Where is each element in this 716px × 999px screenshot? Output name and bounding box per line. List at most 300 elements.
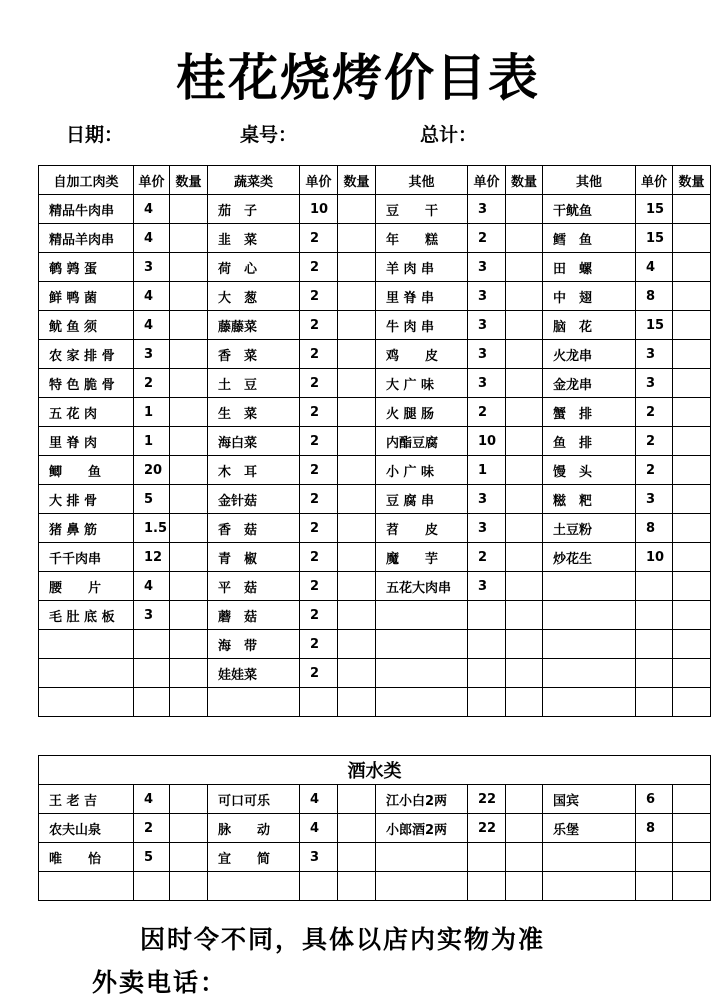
item-price: 3 [468, 514, 506, 543]
phone-label: 外卖电话： [92, 968, 228, 997]
item-price: 3 [468, 253, 506, 282]
item-name [376, 601, 468, 630]
item-name: 江小白2两 [376, 785, 468, 814]
item-price: 2 [468, 543, 506, 572]
item-name [39, 688, 134, 717]
date-label: 日期： [66, 124, 124, 146]
quantity-cell[interactable] [170, 843, 208, 872]
item-name: 宜 简 [208, 843, 300, 872]
quantity-cell[interactable] [338, 398, 376, 427]
item-price [300, 688, 338, 717]
quantity-cell[interactable] [338, 340, 376, 369]
item-price: 1 [468, 456, 506, 485]
quantity-cell[interactable] [506, 311, 543, 340]
quantity-cell[interactable] [338, 659, 376, 688]
quantity-cell[interactable] [506, 785, 543, 814]
column-header-category: 其他 [543, 166, 636, 195]
item-name: 千千肉串 [39, 543, 134, 572]
item-price: 3 [468, 340, 506, 369]
item-name [39, 659, 134, 688]
item-name [543, 601, 636, 630]
column-header-price: 单价 [300, 166, 338, 195]
quantity-cell[interactable] [673, 688, 711, 717]
item-name: 木 耳 [208, 456, 300, 485]
item-price [468, 688, 506, 717]
quantity-cell[interactable] [338, 630, 376, 659]
item-price: 8 [636, 514, 673, 543]
quantity-cell[interactable] [506, 659, 543, 688]
quantity-cell[interactable] [506, 456, 543, 485]
table-row [39, 456, 711, 485]
quantity-cell[interactable] [673, 282, 711, 311]
table-row [39, 340, 711, 369]
quantity-cell[interactable] [673, 340, 711, 369]
item-name: 豆 腐 串 [376, 485, 468, 514]
item-name: 猪 鼻 筋 [39, 514, 134, 543]
quantity-cell[interactable] [170, 253, 208, 282]
item-price [134, 630, 170, 659]
item-price: 20 [134, 456, 170, 485]
item-name: 娃娃菜 [208, 659, 300, 688]
quantity-cell[interactable] [338, 282, 376, 311]
quantity-cell[interactable] [170, 601, 208, 630]
item-price: 2 [300, 543, 338, 572]
table-row [39, 843, 711, 872]
quantity-cell[interactable] [170, 785, 208, 814]
item-price: 10 [468, 427, 506, 456]
quantity-cell[interactable] [673, 456, 711, 485]
quantity-cell[interactable] [338, 785, 376, 814]
quantity-cell[interactable] [170, 311, 208, 340]
quantity-cell[interactable] [170, 630, 208, 659]
table-row [39, 872, 711, 901]
quantity-cell[interactable] [506, 282, 543, 311]
column-header-price: 单价 [468, 166, 506, 195]
price-table [38, 165, 711, 717]
item-price: 3 [134, 601, 170, 630]
table-row [39, 785, 711, 814]
quantity-cell[interactable] [170, 688, 208, 717]
item-price: 3 [468, 572, 506, 601]
item-name: 干鱿鱼 [543, 195, 636, 224]
item-name: 苕 皮 [376, 514, 468, 543]
item-price: 2 [300, 601, 338, 630]
quantity-cell[interactable] [673, 572, 711, 601]
quantity-cell[interactable] [673, 872, 711, 901]
quantity-cell[interactable] [170, 456, 208, 485]
quantity-cell[interactable] [673, 785, 711, 814]
item-price: 4 [134, 282, 170, 311]
quantity-cell[interactable] [506, 872, 543, 901]
item-name: 糍 粑 [543, 485, 636, 514]
item-name: 火龙串 [543, 340, 636, 369]
quantity-cell[interactable] [673, 253, 711, 282]
drinks-table [38, 755, 711, 901]
quantity-cell[interactable] [506, 630, 543, 659]
quantity-cell[interactable] [338, 814, 376, 843]
quantity-cell[interactable] [338, 311, 376, 340]
item-price [636, 630, 673, 659]
item-name: 中 翅 [543, 282, 636, 311]
item-name: 土 豆 [208, 369, 300, 398]
item-price: 2 [468, 398, 506, 427]
item-price: 3 [636, 340, 673, 369]
table-number-label: 桌号： [240, 124, 298, 146]
table-row [39, 630, 711, 659]
column-header-category: 蔬菜类 [208, 166, 300, 195]
table-row [39, 688, 711, 717]
item-price: 2 [300, 630, 338, 659]
item-price [134, 872, 170, 901]
item-name: 金龙串 [543, 369, 636, 398]
quantity-cell[interactable] [170, 872, 208, 901]
quantity-cell[interactable] [338, 224, 376, 253]
item-price: 1.5 [134, 514, 170, 543]
item-name: 国宾 [543, 785, 636, 814]
item-name: 海 带 [208, 630, 300, 659]
item-name [376, 659, 468, 688]
quantity-cell[interactable] [170, 659, 208, 688]
page-title: 桂花烧烤价目表 [176, 49, 540, 107]
item-name: 鱿 鱼 须 [39, 311, 134, 340]
item-price: 2 [300, 456, 338, 485]
item-price: 3 [468, 311, 506, 340]
item-name [543, 688, 636, 717]
item-price: 2 [468, 224, 506, 253]
item-name: 脉 动 [208, 814, 300, 843]
item-name [208, 872, 300, 901]
column-header-price: 单价 [134, 166, 170, 195]
item-name: 炒花生 [543, 543, 636, 572]
item-name: 金针菇 [208, 485, 300, 514]
item-name: 青 椒 [208, 543, 300, 572]
item-name [543, 630, 636, 659]
item-price: 3 [468, 485, 506, 514]
quantity-cell[interactable] [506, 485, 543, 514]
item-name: 魔 芋 [376, 543, 468, 572]
item-price: 4 [134, 572, 170, 601]
item-name: 精品羊肉串 [39, 224, 134, 253]
quantity-cell[interactable] [170, 369, 208, 398]
item-name: 大 葱 [208, 282, 300, 311]
item-name: 鱼 排 [543, 427, 636, 456]
quantity-cell[interactable] [338, 688, 376, 717]
item-name: 香 菜 [208, 340, 300, 369]
item-name: 内酯豆腐 [376, 427, 468, 456]
item-name: 五花大肉串 [376, 572, 468, 601]
quantity-cell[interactable] [506, 814, 543, 843]
quantity-cell[interactable] [170, 282, 208, 311]
quantity-cell[interactable] [506, 340, 543, 369]
item-name: 五 花 肉 [39, 398, 134, 427]
item-price [636, 688, 673, 717]
column-header-category: 自加工肉类 [39, 166, 134, 195]
quantity-cell[interactable] [673, 814, 711, 843]
table-row [39, 398, 711, 427]
item-price: 5 [134, 843, 170, 872]
quantity-cell[interactable] [506, 843, 543, 872]
quantity-cell[interactable] [673, 311, 711, 340]
item-name: 里 脊 肉 [39, 427, 134, 456]
item-price: 3 [468, 369, 506, 398]
item-price: 10 [300, 195, 338, 224]
item-name [543, 843, 636, 872]
item-price [636, 659, 673, 688]
quantity-cell[interactable] [673, 398, 711, 427]
item-price: 2 [300, 282, 338, 311]
table-row [39, 311, 711, 340]
quantity-cell[interactable] [170, 485, 208, 514]
quantity-cell[interactable] [338, 543, 376, 572]
item-price: 3 [636, 369, 673, 398]
item-price: 3 [636, 485, 673, 514]
quantity-cell[interactable] [338, 253, 376, 282]
item-name: 土豆粉 [543, 514, 636, 543]
quantity-cell[interactable] [338, 514, 376, 543]
quantity-cell[interactable] [170, 543, 208, 572]
table-row [39, 224, 711, 253]
item-price [134, 688, 170, 717]
item-price: 3 [468, 282, 506, 311]
item-price: 2 [300, 369, 338, 398]
item-name: 海白菜 [208, 427, 300, 456]
quantity-cell[interactable] [506, 514, 543, 543]
table-row [39, 543, 711, 572]
quantity-cell[interactable] [170, 398, 208, 427]
notice-text: 因时令不同，具体以店内实物为准 [140, 925, 546, 954]
column-header-qty: 数量 [506, 166, 543, 195]
item-price: 10 [636, 543, 673, 572]
item-name: 荷 心 [208, 253, 300, 282]
item-name [376, 843, 468, 872]
quantity-cell[interactable] [338, 369, 376, 398]
item-name: 蘑 菇 [208, 601, 300, 630]
column-header-price: 单价 [636, 166, 673, 195]
item-price: 4 [134, 195, 170, 224]
table-row [39, 369, 711, 398]
item-price: 5 [134, 485, 170, 514]
item-name: 腰 片 [39, 572, 134, 601]
item-name: 大 广 味 [376, 369, 468, 398]
item-name: 豆 干 [376, 195, 468, 224]
table-row [39, 427, 711, 456]
item-name: 小 广 味 [376, 456, 468, 485]
quantity-cell[interactable] [506, 253, 543, 282]
drinks-title: 酒水类 [39, 756, 711, 785]
item-name: 藤藤菜 [208, 311, 300, 340]
item-price: 4 [134, 785, 170, 814]
table-row [39, 572, 711, 601]
quantity-cell[interactable] [170, 340, 208, 369]
item-price [636, 601, 673, 630]
quantity-cell[interactable] [338, 843, 376, 872]
column-header-qty: 数量 [673, 166, 711, 195]
quantity-cell[interactable] [170, 427, 208, 456]
item-price: 2 [300, 340, 338, 369]
item-price [636, 572, 673, 601]
item-name: 茄 子 [208, 195, 300, 224]
item-price: 2 [300, 224, 338, 253]
item-name: 鲫 鱼 [39, 456, 134, 485]
item-price [134, 659, 170, 688]
quantity-cell[interactable] [506, 369, 543, 398]
item-price [468, 872, 506, 901]
item-name: 小郎酒2两 [376, 814, 468, 843]
item-price: 2 [636, 456, 673, 485]
item-name: 牛 肉 串 [376, 311, 468, 340]
item-name [376, 688, 468, 717]
table-row [39, 195, 711, 224]
quantity-cell[interactable] [673, 843, 711, 872]
quantity-cell[interactable] [673, 427, 711, 456]
item-price: 3 [134, 340, 170, 369]
quantity-cell[interactable] [506, 398, 543, 427]
item-name [39, 630, 134, 659]
item-price: 2 [300, 427, 338, 456]
item-price [468, 601, 506, 630]
item-name [543, 659, 636, 688]
item-price: 3 [300, 843, 338, 872]
item-name: 鳕 鱼 [543, 224, 636, 253]
quantity-cell[interactable] [170, 195, 208, 224]
item-price: 4 [134, 311, 170, 340]
item-price: 2 [300, 572, 338, 601]
quantity-cell[interactable] [673, 485, 711, 514]
item-name: 精品牛肉串 [39, 195, 134, 224]
item-name: 香 菇 [208, 514, 300, 543]
item-price: 2 [636, 427, 673, 456]
table-row [39, 814, 711, 843]
item-price [468, 659, 506, 688]
item-price: 2 [300, 514, 338, 543]
item-name: 唯 怡 [39, 843, 134, 872]
quantity-cell[interactable] [673, 369, 711, 398]
item-price [636, 872, 673, 901]
item-name: 里 脊 串 [376, 282, 468, 311]
item-price: 1 [134, 398, 170, 427]
column-header-category: 其他 [376, 166, 468, 195]
item-price: 2 [300, 485, 338, 514]
table-row [39, 253, 711, 282]
item-price: 22 [468, 785, 506, 814]
quantity-cell[interactable] [338, 485, 376, 514]
item-price: 8 [636, 282, 673, 311]
item-name: 火 腿 肠 [376, 398, 468, 427]
quantity-cell[interactable] [506, 543, 543, 572]
item-name: 可口可乐 [208, 785, 300, 814]
item-price: 2 [300, 253, 338, 282]
quantity-cell[interactable] [170, 514, 208, 543]
quantity-cell[interactable] [338, 872, 376, 901]
column-header-qty: 数量 [170, 166, 208, 195]
item-price: 8 [636, 814, 673, 843]
item-price: 3 [134, 253, 170, 282]
header-row [39, 166, 711, 195]
item-name [543, 872, 636, 901]
table-row [39, 659, 711, 688]
item-name: 生 菜 [208, 398, 300, 427]
quantity-cell[interactable] [506, 195, 543, 224]
item-name [543, 572, 636, 601]
item-name: 蟹 排 [543, 398, 636, 427]
table-row [39, 485, 711, 514]
item-price: 4 [134, 224, 170, 253]
quantity-cell[interactable] [673, 543, 711, 572]
item-price: 2 [300, 398, 338, 427]
item-name: 王 老 吉 [39, 785, 134, 814]
item-price: 2 [300, 659, 338, 688]
item-name [376, 630, 468, 659]
item-price: 4 [300, 814, 338, 843]
item-price: 22 [468, 814, 506, 843]
quantity-cell[interactable] [673, 630, 711, 659]
quantity-cell[interactable] [506, 601, 543, 630]
quantity-cell[interactable] [673, 224, 711, 253]
item-price: 6 [636, 785, 673, 814]
item-price: 2 [636, 398, 673, 427]
item-name: 农夫山泉 [39, 814, 134, 843]
quantity-cell[interactable] [338, 195, 376, 224]
item-price: 1 [134, 427, 170, 456]
quantity-cell[interactable] [506, 224, 543, 253]
item-name: 羊 肉 串 [376, 253, 468, 282]
quantity-cell[interactable] [338, 456, 376, 485]
quantity-cell[interactable] [338, 427, 376, 456]
quantity-cell[interactable] [338, 601, 376, 630]
quantity-cell[interactable] [170, 224, 208, 253]
quantity-cell[interactable] [170, 572, 208, 601]
item-name [376, 872, 468, 901]
item-name [208, 688, 300, 717]
quantity-cell[interactable] [673, 514, 711, 543]
quantity-cell[interactable] [506, 688, 543, 717]
item-name: 乐堡 [543, 814, 636, 843]
quantity-cell[interactable] [506, 427, 543, 456]
item-name: 农 家 排 骨 [39, 340, 134, 369]
quantity-cell[interactable] [673, 195, 711, 224]
item-price: 2 [134, 369, 170, 398]
item-name: 大 排 骨 [39, 485, 134, 514]
item-price [468, 630, 506, 659]
quantity-cell[interactable] [506, 572, 543, 601]
item-price [300, 872, 338, 901]
item-price [636, 843, 673, 872]
item-name: 馒 头 [543, 456, 636, 485]
quantity-cell[interactable] [170, 814, 208, 843]
quantity-cell[interactable] [673, 601, 711, 630]
item-name: 鸡 皮 [376, 340, 468, 369]
table-row [39, 514, 711, 543]
quantity-cell[interactable] [338, 572, 376, 601]
quantity-cell[interactable] [673, 659, 711, 688]
item-name: 毛 肚 底 板 [39, 601, 134, 630]
item-price: 15 [636, 224, 673, 253]
item-name [39, 872, 134, 901]
item-name: 特 色 脆 骨 [39, 369, 134, 398]
item-name: 年 糕 [376, 224, 468, 253]
item-name: 平 菇 [208, 572, 300, 601]
item-price: 4 [636, 253, 673, 282]
item-name: 脑 花 [543, 311, 636, 340]
item-name: 田 螺 [543, 253, 636, 282]
total-label: 总计： [420, 124, 478, 146]
item-price [468, 843, 506, 872]
item-price: 15 [636, 311, 673, 340]
item-name: 鲜 鸭 菌 [39, 282, 134, 311]
table-row [39, 282, 711, 311]
item-price: 2 [300, 311, 338, 340]
item-price: 12 [134, 543, 170, 572]
